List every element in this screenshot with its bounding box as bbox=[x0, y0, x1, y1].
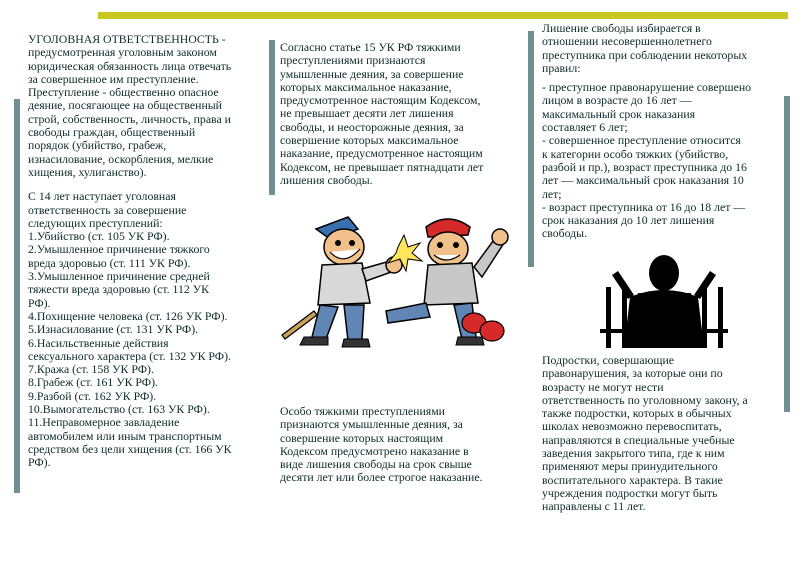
text-line: - возраст преступника от 16 до 18 лет — bbox=[542, 199, 746, 214]
column-grave-crimes bbox=[280, 41, 520, 187]
text-line: максимальный срок наказания bbox=[542, 106, 696, 121]
text-line: также подростки, которых в обычных bbox=[542, 406, 732, 421]
text-line: - совершенное преступление относится bbox=[542, 133, 741, 148]
crime-list bbox=[28, 230, 262, 469]
list-item: средством без цели хищения (ст. 166 УК bbox=[28, 441, 232, 456]
side-bar-middle bbox=[269, 40, 275, 195]
text-line: С 14 лет наступает уголовная bbox=[28, 189, 176, 204]
list-item: 11.Неправомерное завладение bbox=[28, 415, 180, 430]
text-line: предусмотренная уголовным законом bbox=[28, 45, 217, 60]
text-line: ответственность за совершение bbox=[28, 202, 187, 217]
text-line: Кодексом, не превышает пятнадцати лет bbox=[280, 159, 484, 174]
side-bar-right-top bbox=[528, 31, 534, 267]
text-line: отношении несовершеннолетнего bbox=[542, 34, 712, 49]
text-line: правонарушения, за которые они по bbox=[542, 366, 723, 381]
side-bar-left bbox=[14, 99, 20, 493]
text-line: ответственность по уголовному закону, а bbox=[542, 392, 748, 407]
text-line: заведения закрытого типа, где к ним bbox=[542, 446, 725, 461]
text-line: учреждения подростки могут быть bbox=[542, 485, 718, 500]
list-item: 5.Изнасилование (ст. 131 УК РФ). bbox=[28, 322, 199, 337]
top-accent-bar bbox=[98, 12, 788, 19]
column-imprisonment-rules bbox=[542, 22, 780, 241]
text-line: следующих преступлений: bbox=[28, 215, 163, 230]
text-line: умышленные деяния, за совершение bbox=[280, 66, 464, 81]
list-item: 8.Грабеж (ст. 161 УК РФ). bbox=[28, 375, 158, 390]
list-item: вреда здоровью (ст. 111 УК РФ). bbox=[28, 255, 191, 270]
column-especially-grave-crimes bbox=[280, 405, 520, 485]
side-bar-far-right bbox=[784, 96, 790, 412]
text-line: УГОЛОВНАЯ ОТВЕТСТВЕННОСТЬ - bbox=[28, 32, 226, 46]
text-line: к категории особо тяжких (убийство, bbox=[542, 146, 729, 161]
text-line: деяние, посягающее на общественный bbox=[28, 98, 222, 113]
prisoner-behind-bars-illustration bbox=[598, 253, 730, 348]
text-line: составляет 6 лет; bbox=[542, 120, 628, 135]
text-line: направляются в специальные учебные bbox=[542, 432, 735, 447]
text-line: Лишение свободы избирается в bbox=[542, 21, 701, 35]
text-line: преступника при соблюдении некоторых bbox=[542, 47, 748, 62]
fighting-boys-illustration bbox=[278, 207, 518, 357]
text-line: которых максимальное наказание, bbox=[280, 79, 452, 94]
list-item: 2.Умышленное причинение тяжкого bbox=[28, 242, 210, 257]
prisoner-silhouette bbox=[612, 255, 716, 348]
list-item: тяжести вреда здоровью (ст. 112 УК bbox=[28, 282, 209, 297]
text-line: юридическая обязанность лица отвечать bbox=[28, 58, 232, 73]
age-14-block bbox=[28, 190, 262, 230]
text-line: за совершенное им преступление. bbox=[28, 71, 199, 86]
text-line: свободы, и неосторожные деяния, за bbox=[280, 119, 464, 134]
list-item: автомобилем или иным транспортным bbox=[28, 428, 222, 443]
list-item: 1.Убийство (ст. 105 УК РФ). bbox=[28, 229, 170, 244]
text-line: преступлениями признаются bbox=[280, 53, 426, 68]
column-criminal-liability bbox=[28, 33, 262, 470]
text-line: Преступление - общественно опасное bbox=[28, 85, 219, 100]
text-line: воспитательного характера. В такие bbox=[542, 472, 723, 487]
text-line: десяти лет или более строгое наказание. bbox=[280, 470, 483, 485]
text-line: возрасту не могут нести bbox=[542, 379, 664, 394]
list-item: РФ). bbox=[28, 295, 51, 310]
text-line: правил: bbox=[542, 60, 581, 75]
text-line: свободы граждан, общественный bbox=[28, 125, 196, 140]
text-line: разбой и пр.), возраст преступника до 16 bbox=[542, 159, 747, 174]
text-line: строй, собственность, личность, права и bbox=[28, 111, 231, 126]
list-item: 4.Похищение человека (ст. 126 УК РФ). bbox=[28, 308, 228, 323]
text-line: изнасилование, оскорбления, мелкие bbox=[28, 151, 214, 166]
text-line: виде лишения свободы на срок свыше bbox=[280, 457, 472, 472]
text-line: Подростки, совершающие bbox=[542, 353, 675, 367]
text-line: хищения, хулиганство). bbox=[28, 164, 147, 179]
text-line: совершение которых максимальное bbox=[280, 133, 459, 148]
column-special-schools bbox=[542, 354, 780, 514]
list-item: сексуального характера (ст. 132 УК РФ). bbox=[28, 348, 231, 363]
list-item: 10.Вымогательство (ст. 163 УК РФ). bbox=[28, 402, 210, 417]
text-line: применяют меры принудительного bbox=[542, 459, 718, 474]
list-item: РФ). bbox=[28, 455, 51, 470]
text-line: свободы. bbox=[542, 226, 588, 241]
text-line: Кодексом предусмотрено наказание в bbox=[280, 443, 469, 458]
text-line: признаются умышленные деяния, за bbox=[280, 417, 463, 432]
text-line: порядок (убийство, грабеж, bbox=[28, 138, 167, 153]
definition-block bbox=[28, 33, 262, 179]
text-line: лет — максимальный срок наказания 10 bbox=[542, 173, 744, 188]
list-item: 3.Умышленное причинение средней bbox=[28, 269, 210, 284]
text-line: Согласно статье 15 УК РФ тяжкими bbox=[280, 40, 461, 54]
text-line: лет; bbox=[542, 186, 562, 201]
text-line: не превышает десяти лет лишения bbox=[280, 106, 454, 121]
text-line: школах невозможно перевоспитать, bbox=[542, 419, 722, 434]
text-line: наказание, предусмотренное настоящим bbox=[280, 146, 483, 161]
text-line: лишения свободы. bbox=[280, 172, 373, 187]
list-item: 9.Разбой (ст. 162 УК РФ). bbox=[28, 388, 157, 403]
text-line: Особо тяжкими преступлениями bbox=[280, 404, 445, 418]
left-boy-figure bbox=[300, 217, 402, 347]
text-line: направлены с 11 лет. bbox=[542, 499, 646, 514]
list-item: 7.Кража (ст. 158 УК РФ). bbox=[28, 362, 154, 377]
text-line: - преступное правонарушение совершено bbox=[542, 80, 752, 95]
text-line: лицом в возрасте до 16 лет — bbox=[542, 93, 692, 108]
text-line: совершение которых настоящим bbox=[280, 430, 444, 445]
text-line: предусмотренное настоящим Кодексом, bbox=[280, 93, 481, 108]
list-item: 6.Насильственные действия bbox=[28, 335, 169, 350]
baseball-bat bbox=[282, 311, 317, 339]
text-line: срок наказания до 10 лет лишения bbox=[542, 213, 715, 228]
